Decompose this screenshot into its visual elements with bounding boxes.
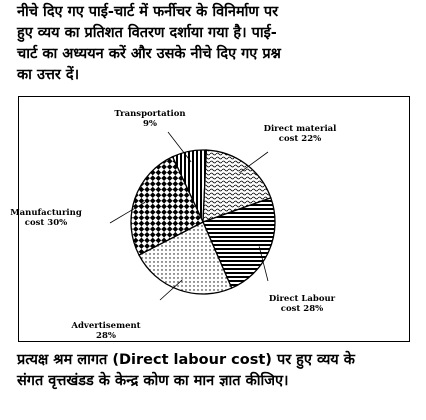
slice-label-line: Transportation: [114, 109, 186, 119]
slice-label-line: Manufacturing: [10, 208, 82, 218]
question-text: प्रत्यक्ष श्रम लागत (Direct labour cost) पर हुए व्यय के संगत वृत्तखंडड के केन्द्र कोण का मान ज्ञात कीजिए।: [17, 352, 355, 389]
slice-label-line: cost 28%: [280, 304, 324, 314]
slice-label-line: Advertisement: [71, 321, 141, 331]
slice-label-advertisement: [70, 321, 140, 341]
slice-label-manufacturing: [10, 208, 82, 228]
slice-label-line: Direct material: [263, 124, 337, 134]
slice-label-transportation: [114, 109, 185, 129]
slice-label-line: cost 30%: [24, 218, 68, 228]
slice-label-line: cost 22%: [278, 134, 322, 144]
slice-label-line: Direct Labour: [268, 294, 336, 304]
slice-label-line: 28%: [96, 331, 116, 341]
intro-text: नीचे दिए गए पाई-चार्ट में फर्नीचर के विनिर्माण पर हुए व्यय का प्रतिशत वितरण दर्शाया गया है। पाई- चार्ट का अध्ययन करें और उसके नीचे दिए गए प्रश्न का उत्तर दें।: [17, 4, 281, 83]
slice-label-line: 9%: [143, 119, 157, 129]
slice-label-direct-material: [264, 124, 338, 144]
slice-label-direct-labour: [269, 294, 336, 314]
